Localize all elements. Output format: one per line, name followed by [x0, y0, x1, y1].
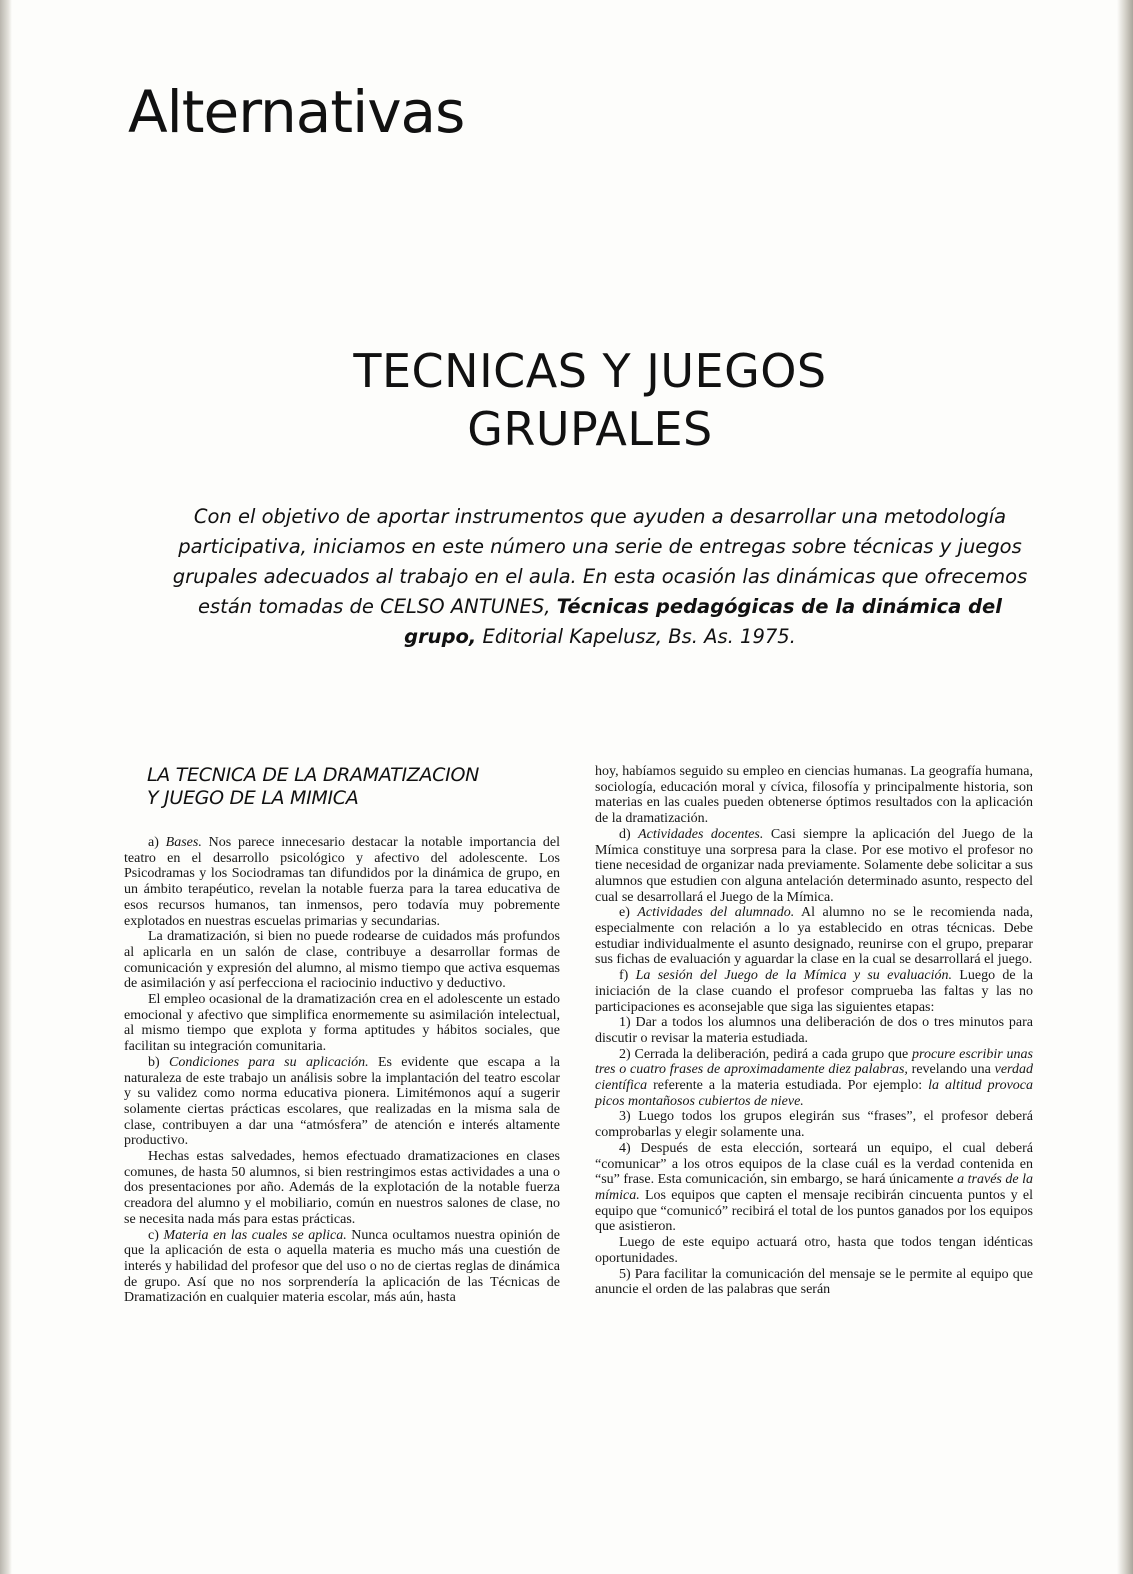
intro-publisher: Editorial Kapelusz, Bs. As. 1975.: [482, 625, 796, 648]
paragraph-text: 3) Luego todos los grupos elegirán sus “frases”, el profesor deberá comprobarlas y elegir solamente una.: [595, 1109, 1033, 1141]
italic-phrase: Bases.: [165, 835, 202, 850]
body-paragraph: [595, 1235, 1033, 1266]
paragraph-text: hoy, habíamos seguido su empleo en ciencias humanas. La geografía humana, sociología, educación moral y cívica, filosofía y principalmente historia, son materias en las cuales pueden obtenerse óptimos resultados con la aplicación de la dramatización.: [595, 764, 1033, 827]
paragraph-text: e): [619, 905, 638, 921]
italic-phrase: Actividades del alumnado.: [637, 905, 795, 921]
paragraph-text: 5) Para facilitar la comunicación del mensaje se le permite al equipo que anuncie el orden de las palabras que serán: [595, 1266, 1033, 1298]
paragraph-text: Luego de este equipo actuará otro, hasta que todos tengan idénticas oportunidades.: [595, 1235, 1033, 1266]
paragraph-text: Los equipos que capten el mensaje recibirán cincuenta puntos y el equipo que “comunicó” recibirá el total de los puntos ganados por los equipos que asistieron.: [595, 1187, 1033, 1235]
body-paragraph: [595, 1015, 1033, 1046]
article-heading: [147, 764, 567, 810]
body-paragraph: [595, 1109, 1033, 1140]
body-paragraph: [595, 1267, 1033, 1298]
intro-text: Con el objetivo de aportar instrumentos que ayuden a desarrollar una metodología participativa, iniciamos en este número una serie de entregas sobre técnicas y juegos grupales adecuados al trabajo en el aula. En esta ocasión las dinámicas que ofrecemos están tomadas de CELSO ANTUNES,: [172, 505, 1028, 618]
italic-phrase: La sesión del Juego de la Mímica y su evaluación.: [635, 968, 953, 984]
paragraph-text: revelando una: [907, 1062, 995, 1078]
intro-book-title: Técnicas pedagógicas de la dinámica del grupo,: [404, 595, 1002, 648]
section-title: Alternativas: [128, 78, 465, 146]
italic-phrase: procure escribir unas tres o cuatro frases de aproximadamente diez palabras,: [595, 1046, 1033, 1078]
paragraph-text: referente a la materia estudiada. Por ejemplo:: [647, 1078, 929, 1094]
left-column: [124, 835, 560, 1306]
italic-phrase: verdad científica: [595, 1062, 1033, 1094]
paragraph-text: Hechas estas salvedades, hemos efectuado dramatizaciones en clases comunes, de hasta 50 alumnos, si bien restringimos estas actividades a una o dos presentaciones por año. Además de la explotación de la notable fuerza creadora del alumno y el mobiliario, común en nuestros salones de clase, no se necesita nada más para estas prácticas.: [124, 1149, 560, 1227]
paragraph-text: El empleo ocasional de la dramatización crea en el adolescente un estado emocional y afectivo que simplifica enormemente su asimilación intelectual, al mismo tiempo que explota y forma aptitudes y hábitos sociales, que facilitan su integración comunitaria.: [124, 992, 560, 1055]
paragraph-text: Luego de la iniciación de la clase cuando el profesor comprueba las faltas y las no participaciones es aconsejable que siga las siguientes etapas:: [595, 968, 1033, 1015]
main-title-line-1: TECNICAS Y JUEGOS: [353, 344, 827, 398]
paragraph-text: Es evidente que escapa a la naturaleza de este trabajo un análisis sobre la implantación del teatro escolar y su validez como norma educativa pionera. Limitémonos aquí a sugerir solamente ciertas prácticas escolares, que realizadas en la misma sala de clase, contribuyen a dar una “atmósfera” de atención e interés altamente productivo.: [124, 1054, 560, 1149]
paragraph-text: La dramatización, si bien no puede rodearse de cuidados más profundos al aplicarla en un salón de clase, contribuye a desarrollar formas de comunicación y expresión del alumno, al mismo tiempo que activa esquemas de asimilación y así perfecciona el raciocinio inductivo y deductivo.: [124, 929, 560, 992]
body-paragraph: [124, 1228, 560, 1307]
body-paragraph: [595, 1047, 1033, 1110]
intro-paragraph: [160, 502, 1040, 652]
paragraph-text: f): [619, 968, 636, 984]
right-column: [595, 764, 1033, 1298]
body-paragraph: [595, 827, 1033, 906]
body-paragraph: [595, 764, 1033, 827]
paragraph-text: Al alumno no se le recomienda nada, especialmente con relación a lo ya establecido en otras técnicas. Debe estudiar individualmente el asunto designado, reunirse con el grupo, preparar sus fichas de evaluación y aguardar la clase en la cual se desarrollará el juego.: [595, 905, 1033, 968]
paragraph-text: Nunca ocultamos nuestra opinión de que la aplicación de esta o aquella materia es mucho más una cuestión de interés y habilidad del profesor que del uso o no de ciertas reglas de dinámica de grupo. Así que no nos sorprendería la aplicación de las Técnicas de Dramatización en cualquier materia escolar, más aún, hasta: [124, 1227, 560, 1306]
paragraph-text: Nos parece innecesario destacar la notable importancia del teatro en el desarrollo psicológico y afectivo del adolescente. Los Psicodramas y los Sociodramas tan difundidos por la dinámica de grupo, en un ámbito terapéutico, revelan la notable fuerza para la tarea educativa de esos recursos humanos, tan inmensos, pero todavía muy pobremente explotados en nuestras escuelas primarias y secundarias.: [124, 835, 560, 929]
paragraph-text: 4) Después de esta elección, sorteará un equipo, el cual deberá “comunicar” a los otros equipos de la clase cuál es la verdad contenida en “su” frase. Esta comunicación, sin embargo, se hará únicamente: [595, 1140, 1033, 1188]
body-paragraph: [124, 835, 560, 929]
body-paragraph: [124, 1149, 560, 1228]
italic-phrase: Actividades docentes.: [638, 826, 764, 842]
italic-phrase: a través de la mímica.: [595, 1172, 1033, 1203]
body-paragraph: [595, 905, 1033, 968]
paragraph-text: d): [619, 826, 639, 842]
main-title-line-2: GRUPALES: [467, 402, 713, 456]
body-paragraph: [595, 1141, 1033, 1235]
article-main-title: [200, 342, 980, 458]
article-heading-line-2: Y JUEGO DE LA MIMICA: [147, 787, 359, 809]
body-paragraph: [124, 929, 560, 992]
paragraph-text: c): [148, 1227, 164, 1243]
page-spine-shadow: [0, 0, 12, 1574]
body-paragraph: [124, 1055, 560, 1149]
paragraph-text: b): [148, 1054, 170, 1070]
body-paragraph: [595, 968, 1033, 1015]
paragraph-text: Casi siempre la aplicación del Juego de la Mímica constituye una sorpresa para la clase. Por ese motivo el profesor no tiene necesidad de organizar nada previamente. Solamente debe solicitar a sus alumnos que estudien con alguna antelación determinado asunto, respecto del cual se desarrollará el Juego de la Mímica.: [595, 826, 1033, 905]
article-heading-line-1: LA TECNICA DE LA DRAMATIZACION: [147, 764, 480, 786]
italic-phrase: la altitud provoca picos montañosos cubiertos de nieve.: [595, 1078, 1033, 1109]
page-edge-shadow: [1117, 0, 1133, 1574]
paragraph-text: a): [148, 835, 166, 850]
body-paragraph: [124, 992, 560, 1055]
paragraph-text: 1) Dar a todos los alumnos una deliberación de dos o tres minutos para discutir o revisar la materia estudiada.: [595, 1015, 1033, 1046]
italic-phrase: Materia en las cuales se aplica.: [163, 1227, 347, 1243]
italic-phrase: Condiciones para su aplicación.: [169, 1054, 369, 1070]
paragraph-text: 2) Cerrada la deliberación, pedirá a cada grupo que: [619, 1046, 913, 1062]
